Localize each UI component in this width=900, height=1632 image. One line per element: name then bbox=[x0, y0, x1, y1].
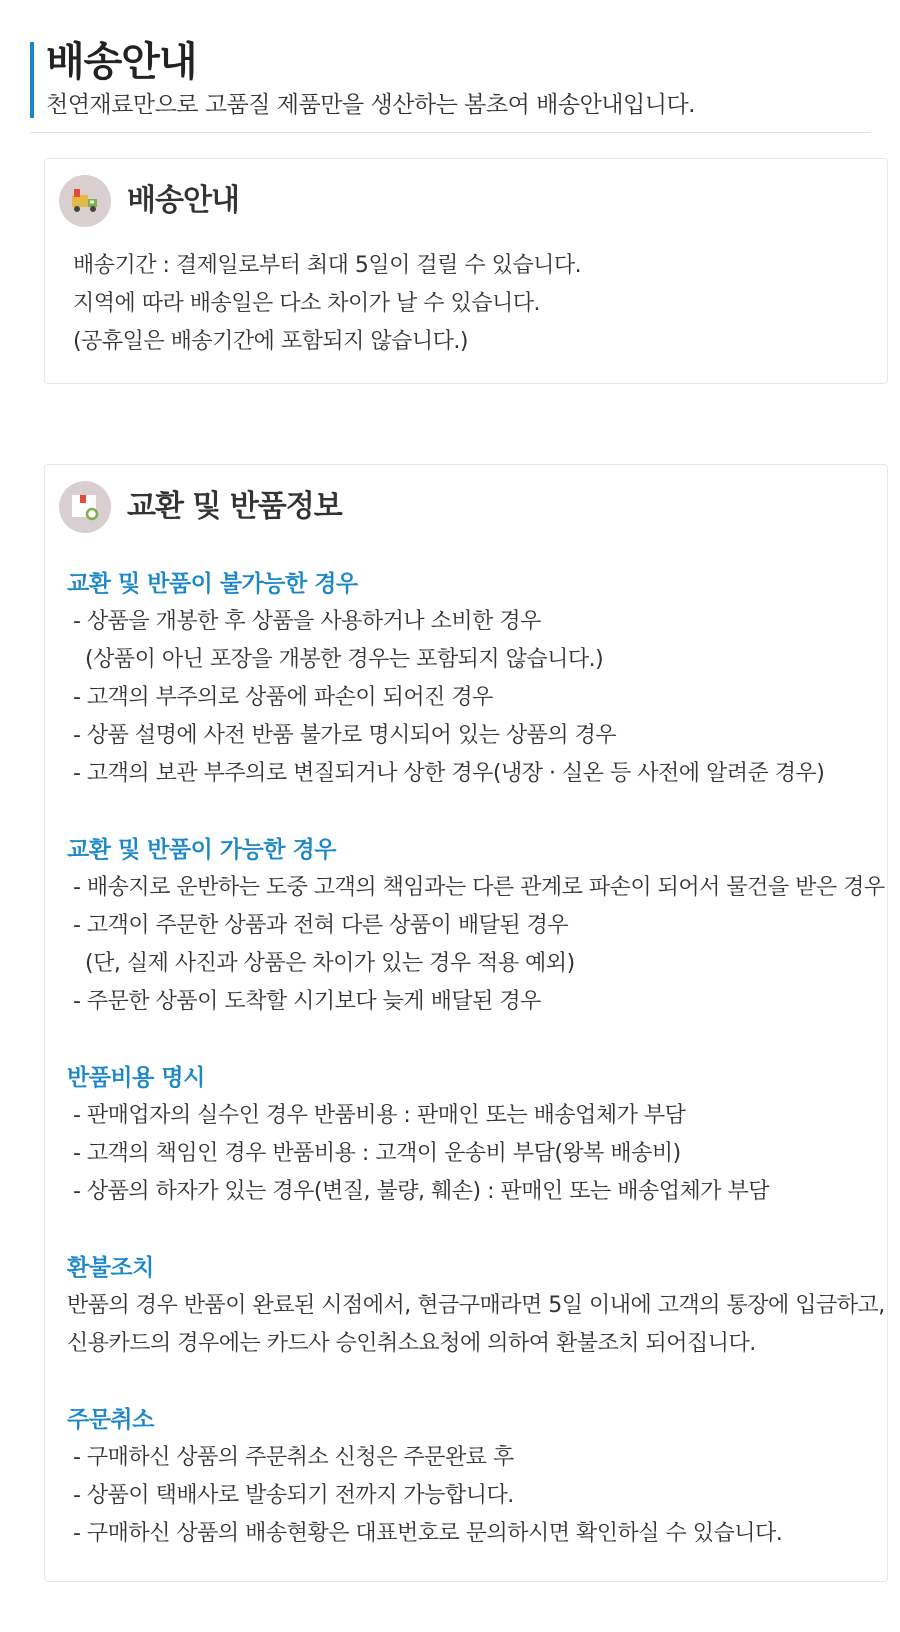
shipping-line: (공휴일은 배송기간에 포함되지 않습니다.) bbox=[73, 329, 468, 354]
list-item: - 배송지로 운반하는 도중 고객의 책임과는 다른 관계로 파손이 되어서 물건을 받은 경우 bbox=[73, 875, 885, 900]
returnable-section bbox=[67, 831, 885, 1021]
page-subtitle: 천연재료만으로 고품질 제품만을 생산하는 봄초여 배송안내입니다. bbox=[46, 92, 695, 118]
shipping-line: 배송기간 : 결제일로부터 최대 5일이 걸릴 수 있습니다. bbox=[73, 253, 582, 278]
returns-body bbox=[67, 565, 885, 1591]
page-title: 배송안내 bbox=[46, 39, 197, 85]
returns-title: 교환 및 반품정보 bbox=[127, 489, 342, 524]
refund-section bbox=[67, 1249, 885, 1363]
section-heading: 환불조치 bbox=[67, 1255, 154, 1281]
list-item: - 구매하신 상품의 배송현황은 대표번호로 문의하시면 확인하실 수 있습니다. bbox=[73, 1521, 783, 1546]
list-item: - 고객의 부주의로 상품에 파손이 되어진 경우 bbox=[73, 685, 493, 710]
list-item: - 상품 설명에 사전 반품 불가로 명시되어 있는 상품의 경우 bbox=[73, 723, 617, 748]
list-item: - 고객이 주문한 상품과 전혀 다른 상품이 배달된 경우 bbox=[73, 913, 569, 938]
section-heading: 반품비용 명시 bbox=[67, 1065, 205, 1091]
list-item: - 고객의 책임인 경우 반품비용 : 고객이 운송비 부담(왕복 배송비) bbox=[73, 1141, 681, 1166]
shipping-title: 배송안내 bbox=[127, 183, 239, 218]
header-divider bbox=[30, 132, 870, 133]
list-item: - 상품이 택배사로 발송되기 전까지 가능합니다. bbox=[73, 1483, 514, 1508]
header-accent-bar bbox=[30, 42, 34, 118]
list-item: - 판매업자의 실수인 경우 반품비용 : 판매인 또는 배송업체가 부담 bbox=[73, 1103, 686, 1128]
non-returnable-section bbox=[67, 565, 877, 793]
paragraph-line: 신용카드의 경우에는 카드사 승인취소요청에 의하여 환불조치 되어집니다. bbox=[67, 1331, 756, 1356]
list-item: - 상품의 하자가 있는 경우(변질, 불량, 훼손) : 판매인 또는 배송업체가 부담 bbox=[73, 1179, 769, 1204]
shipping-line: 지역에 따라 배송일은 다소 차이가 날 수 있습니다. bbox=[73, 291, 540, 316]
list-item: (상품이 아닌 포장을 개봉한 경우는 포함되지 않습니다.) bbox=[85, 647, 604, 672]
list-item: - 상품을 개봉한 후 상품을 사용하거나 소비한 경우 bbox=[73, 609, 541, 634]
section-heading: 교환 및 반품이 가능한 경우 bbox=[67, 837, 336, 863]
return-box-icon bbox=[59, 481, 111, 533]
order-cancel-section bbox=[67, 1401, 877, 1553]
delivery-truck-icon bbox=[59, 175, 111, 227]
shipping-info-card bbox=[44, 158, 888, 384]
list-item: (단, 실제 사진과 상품은 차이가 있는 경우 적용 예외) bbox=[85, 951, 575, 976]
paragraph-line: 반품의 경우 반품이 완료된 시점에서, 현금구매라면 5일 이내에 고객의 통장에 입금하고, bbox=[67, 1293, 885, 1318]
list-item: - 구매하신 상품의 주문취소 신청은 주문완료 후 bbox=[73, 1445, 514, 1470]
shipping-body bbox=[73, 247, 873, 361]
list-item: - 고객의 보관 부주의로 변질되거나 상한 경우(냉장 · 실온 등 사전에 알려준 경우) bbox=[73, 761, 825, 786]
section-heading: 주문취소 bbox=[67, 1407, 154, 1433]
list-item: - 주문한 상품이 도착할 시기보다 늦게 배달된 경우 bbox=[73, 989, 541, 1014]
section-heading: 교환 및 반품이 불가능한 경우 bbox=[67, 571, 358, 597]
return-cost-section bbox=[67, 1059, 877, 1211]
returns-info-card bbox=[44, 464, 888, 1582]
